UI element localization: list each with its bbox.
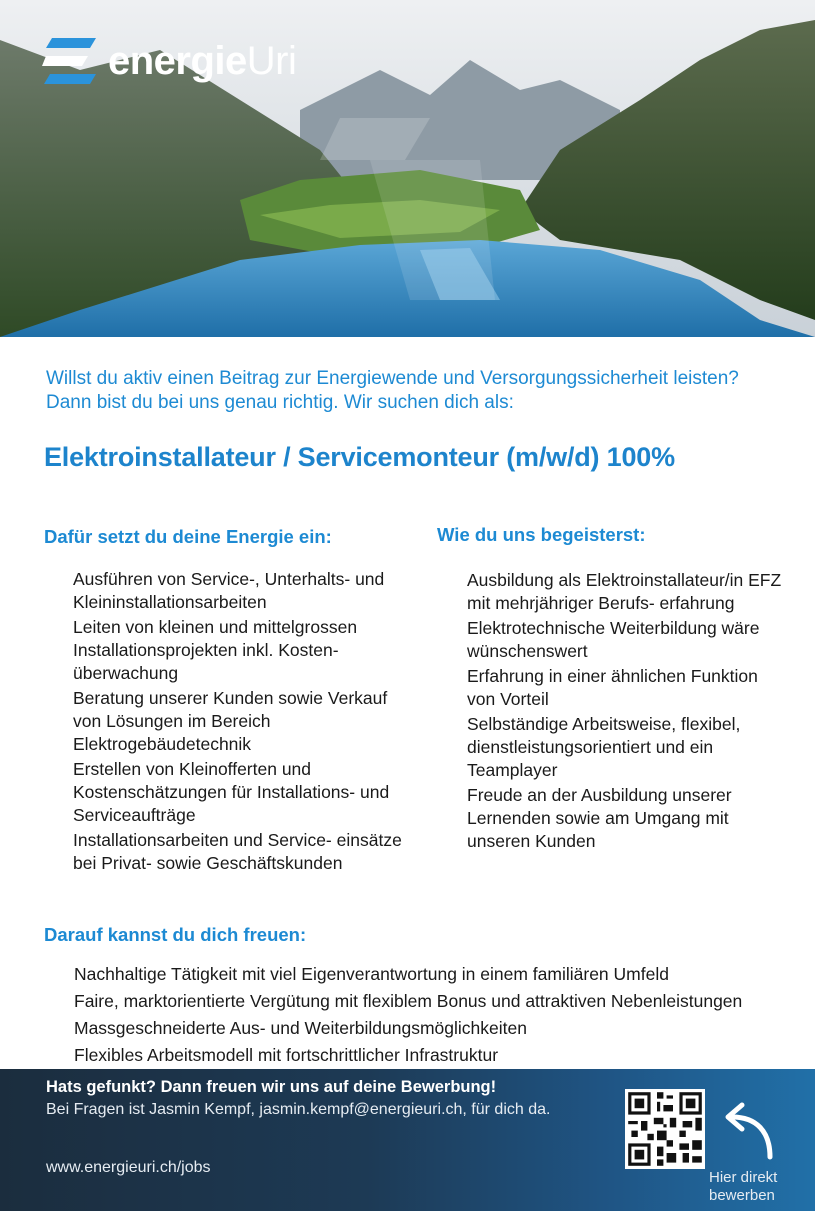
brand-logo bbox=[42, 38, 296, 84]
list-item: Freude an der Ausbildung unserer Lernenden sowie am Umgang mit unseren Kunden bbox=[467, 785, 732, 851]
list-item: Ausbildung als Elektroinstallateur/in EFZ mit mehrjähriger Berufs- erfahrung bbox=[467, 570, 782, 613]
apply-cta[interactable] bbox=[709, 1169, 809, 1205]
footer-headline: Hats gefunkt? Dann freuen wir uns auf deine Bewerbung! bbox=[46, 1078, 497, 1096]
list-item: Faire, marktorientierte Vergütung mit flexiblem Bonus und attraktiven Nebenleistungen bbox=[74, 991, 743, 1011]
list-item: Nachhaltige Tätigkeit mit viel Eigenverantwortung in einem familiären Umfeld bbox=[74, 964, 669, 984]
footer-banner bbox=[0, 1069, 815, 1211]
list-item: Beratung unserer Kunden sowie Verkauf von Lösungen im Bereich Elektrogebäudetechnik bbox=[73, 688, 388, 754]
list-item: Selbständige Arbeitsweise, flexibel, dienstleistungsorientiert und ein Teamplayer bbox=[467, 714, 741, 780]
hero-landscape-image bbox=[0, 0, 815, 337]
benefits-list bbox=[74, 961, 814, 1069]
energie-uri-logo-icon bbox=[42, 38, 96, 84]
benefits-heading: Darauf kannst du dich freuen: bbox=[44, 924, 307, 945]
job-title: Elektroinstallateur / Servicemonteur (m/w/d) 100% bbox=[44, 442, 675, 472]
tasks-heading: Dafür setzt du deine Energie ein: bbox=[44, 526, 332, 547]
list-item: Installationsarbeiten und Service- einsätze bei Privat- sowie Geschäftskunden bbox=[73, 830, 402, 873]
brand-name: energieUri bbox=[108, 39, 297, 83]
list-item: Ausführen von Service-, Unterhalts- und Kleininstallationsarbeiten bbox=[73, 569, 385, 612]
tasks-list bbox=[73, 568, 413, 877]
list-item: Massgeschneiderte Aus- und Weiterbildungsmöglichkeiten bbox=[74, 1018, 527, 1038]
apply-cta-line2: bewerben bbox=[709, 1187, 775, 1204]
list-item: Elektrotechnische Weiterbildung wäre wünschenswert bbox=[467, 618, 760, 661]
profile-list bbox=[467, 569, 787, 855]
apply-cta-line1: Hier direkt bbox=[709, 1169, 778, 1186]
curved-arrow-icon bbox=[712, 1097, 778, 1163]
list-item: Erfahrung in einer ähnlichen Funktion von Vorteil bbox=[467, 666, 758, 709]
intro-text: Willst du aktiv einen Beitrag zur Energiewende und Versorgungssicherheit leisten? Dann bist du bei uns genau richtig. Wir suchen dich als: bbox=[46, 368, 739, 413]
profile-heading: Wie du uns begeisterst: bbox=[437, 524, 646, 545]
footer-contact: Bei Fragen ist Jasmin Kempf, jasmin.kempf@energieuri.ch, für dich da. bbox=[46, 1101, 551, 1118]
list-item: Leiten von kleinen und mittelgrossen Installationsprojekten inkl. Kosten- überwachung bbox=[73, 617, 358, 683]
jobs-link[interactable]: www.energieuri.ch/jobs bbox=[46, 1159, 211, 1176]
list-item: Erstellen von Kleinofferten und Kostenschätzungen für Installations- und Serviceaufträge bbox=[73, 759, 390, 825]
qr-code-icon[interactable] bbox=[625, 1089, 705, 1169]
list-item: Flexibles Arbeitsmodell mit fortschrittlicher Infrastruktur bbox=[74, 1045, 499, 1065]
